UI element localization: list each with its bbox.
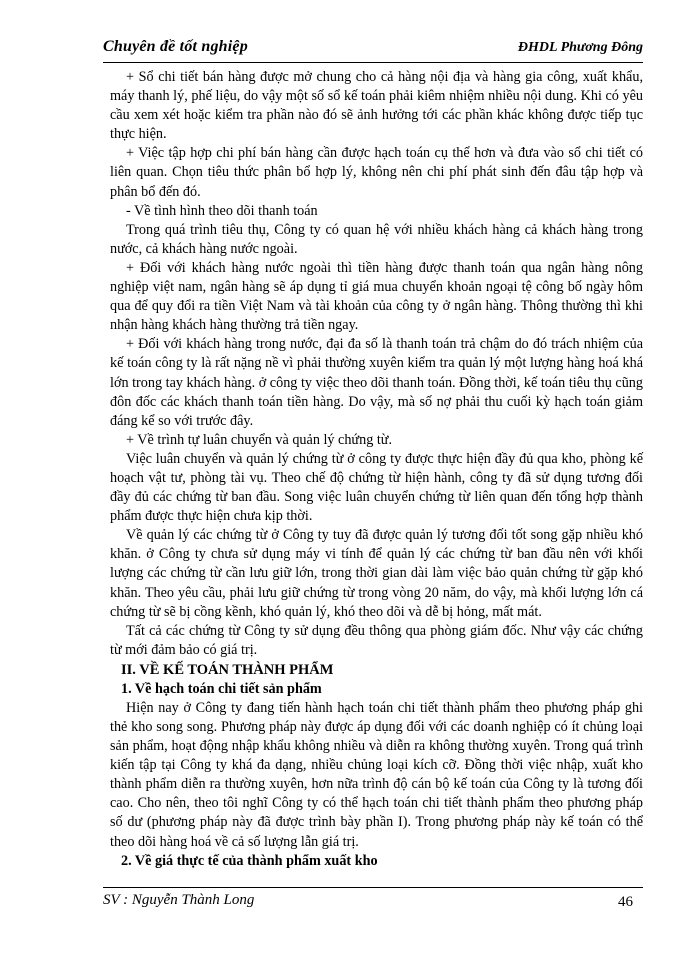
paragraph: Trong quá trình tiêu thụ, Công ty có quan hệ với nhiều khách hàng cả khách hàng trong nước, cả khách hàng nước ngoài. bbox=[110, 221, 643, 257]
paragraph: + Về trình tự luân chuyển và quản lý chứng từ. bbox=[126, 431, 393, 448]
footer-divider bbox=[103, 887, 643, 888]
paragraph: Về quản lý các chứng từ ở Công ty tuy đã được quản lý tương đối tốt song gặp nhiều khó khăn. ở Công ty chưa sử dụng máy vi tính để quản lý các chứng từ ban đầu nên với khối lượng các chứng từ cần lưu giữ lớn, trong thời gian dài làm việc bảo quản chứng từ gặp khó khăn. Theo yêu cầu, phải lưu giữ chứng từ trong vòng 20 năm, do vậy, mà khối lượng lớn cá chứng từ sẽ bị cồng kềnh, khó quản lý, khó theo dõi và dễ bị hỏng, mất mát. bbox=[110, 527, 643, 620]
subsection-heading: 2. Về giá thực tế của thành phẩm xuất kho bbox=[121, 852, 378, 869]
paragraph: Việc luân chuyển và quản lý chứng từ ở công ty được thực hiện đầy đủ qua kho, phòng kế hoạch vật tư, phòng tài vụ. Theo chế độ chứng từ hiện hành, công ty đã sử dụng tương đối đầy đủ các chứng từ ban đầu. Song việc luân chuyển chứng từ liên quan đến tổng hợp thành phẩm được thực hiện chưa kịp thời. bbox=[110, 450, 643, 525]
section-heading: II. VỀ KẾ TOÁN THÀNH PHẨM bbox=[121, 661, 334, 678]
subsection-heading: 1. Về hạch toán chi tiết sản phẩm bbox=[121, 680, 322, 697]
paragraph: Tất cả các chứng từ Công ty sử dụng đều thông qua phòng giám đốc. Như vậy các chứng từ mới đảm bảo có giá trị. bbox=[110, 622, 643, 658]
header-divider bbox=[103, 62, 643, 63]
paragraph: + Sổ chi tiết bán hàng được mở chung cho cả hàng nội địa và hàng gia công, xuất khẩu, máy thanh lý, phế liệu, do vậy một số sổ kế toán phải kiêm nhiệm nhiều nội dung. Khi có yêu cầu xem xét hoặc kiểm tra phần nào đó sẽ ảnh hưởng tới các phần khác không được tiếp tục thực hiện. bbox=[110, 69, 643, 143]
body-text bbox=[110, 68, 643, 871]
paragraph: - Về tình hình theo dõi thanh toán bbox=[126, 202, 318, 219]
page-header bbox=[103, 38, 643, 60]
paragraph: + Việc tập hợp chi phí bán hàng cần được hạch toán cụ thể hơn và đưa vào sổ chi tiết có liên quan. Chọn tiêu thức phân bổ hợp lý, không nên chi phí phát sinh đến đâu tập hợp và phân bổ đến đó. bbox=[110, 145, 643, 200]
header-thesis-title: Chuyên đề tốt nghiệp bbox=[103, 38, 248, 55]
paragraph: Hiện nay ở Công ty đang tiến hành hạch toán chi tiết thành phẩm theo phương pháp ghi thẻ kho song song. Phương pháp này được áp dụng đối với các doanh nghiệp có ít chủng loại sản phẩm, hoạt động nhập khẩu không nhiều và diễn ra không thường xuyên. Trong quá trình kiến tập tại Công ty khá đa dạng, nhiều chủng loại kích cỡ. Đồng thời việc nhập, xuất kho thành phẩm diễn ra thường xuyên, hơn nữa trình độ cán bộ kế toán của Công ty là tương đối cao. Cho nên, theo tôi nghĩ Công ty có thể hạch toán chi tiết thành phẩm theo phương pháp số dư (phương pháp này đã được trình bày phần I). Trong phương pháp này kế toán có thể theo dõi hàng hoá về cả số lượng lẫn giá trị. bbox=[110, 699, 643, 850]
paragraph: + Đối với khách hàng nước ngoài thì tiền hàng được thanh toán qua ngân hàng nông nghiệp việt nam, ngân hàng sẽ áp dụng tỉ giá mua chuyển khoản ngoại tệ công bố ngày hôm qua để quy đổi ra tiền Việt Nam và tài khoản của công ty ở ngân hàng. Thông thường thì khi nhận hàng khách hàng thường trả tiền ngay. bbox=[110, 259, 643, 334]
page-number: 46 bbox=[618, 894, 633, 910]
footer-author: SV : Nguyễn Thành Long bbox=[103, 892, 255, 908]
page-footer bbox=[103, 892, 643, 916]
header-university: ĐHDL Phương Đông bbox=[517, 40, 643, 55]
paragraph: + Đối với khách hàng trong nước, đại đa số là thanh toán trả chậm do đó trách nhiệm của kế toán công ty là rất nặng nề vì phải thường xuyên kiểm tra quản lý một lượng hàng hoá khá lớn trong tay khách hàng. ở công ty việc theo dõi thanh toán. Đồng thời, kế toán tiêu thụ cũng đôn đốc các khách thanh toán tiền hàng. Do vậy, mà số nợ phải thu cuối kỳ hạch toán giảm đáng kể so với trước đây. bbox=[110, 336, 643, 429]
